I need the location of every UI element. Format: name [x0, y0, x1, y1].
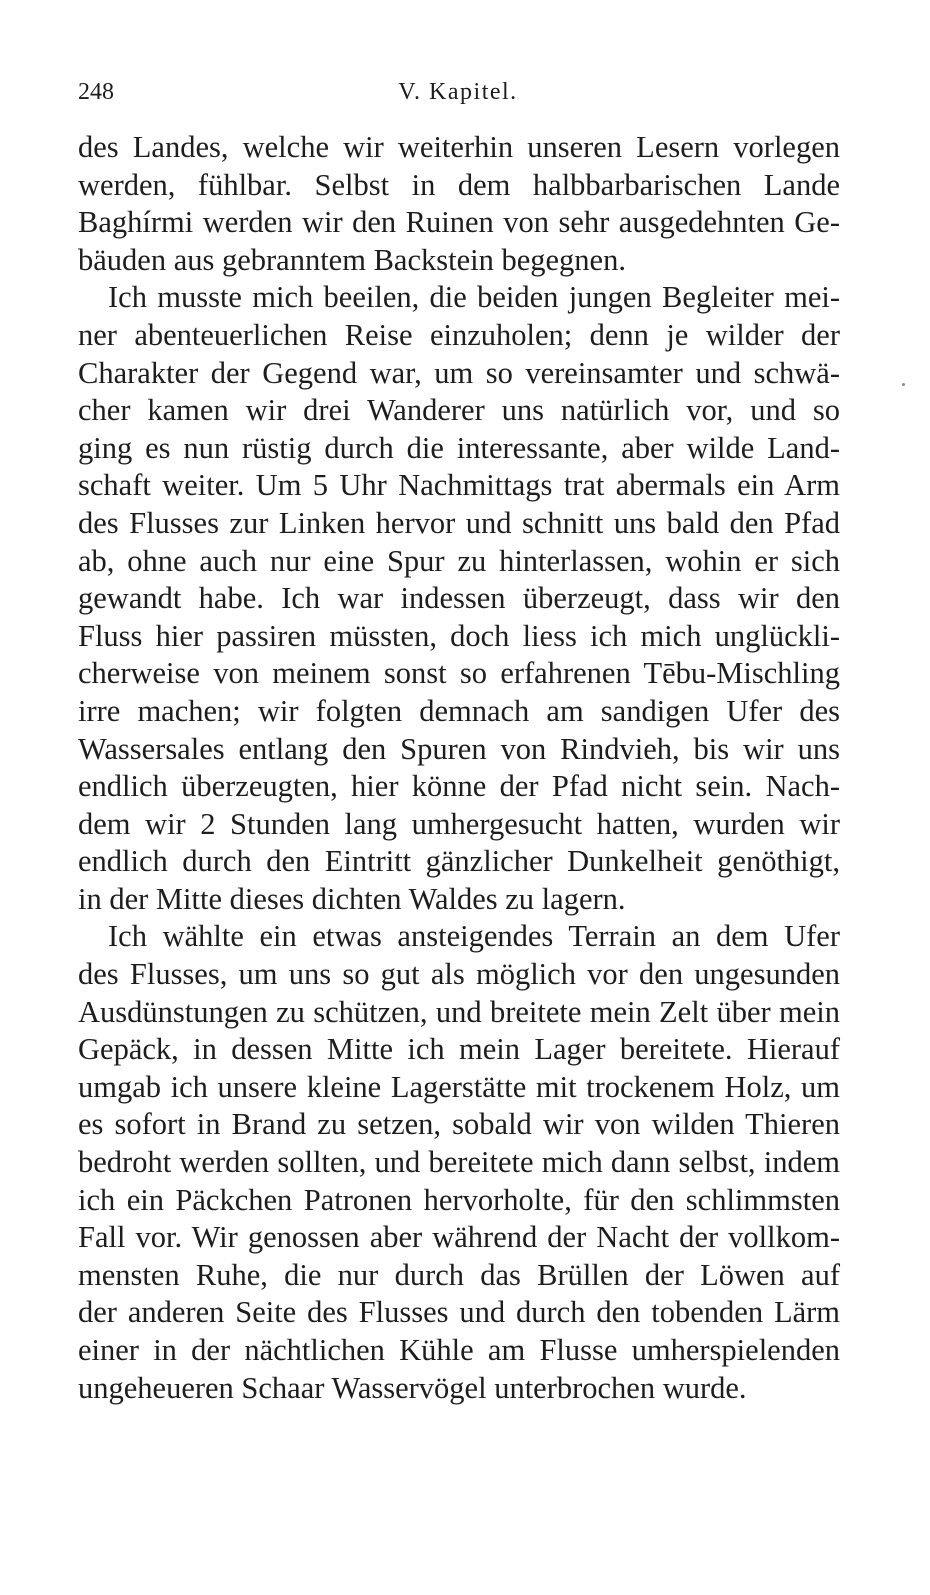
text-line: des Flusses, um uns so gut als möglich vor den ungesunden: [78, 957, 840, 992]
text-line: ich ein Päckchen Patronen hervorholte, für den schlimmsten: [78, 1182, 840, 1217]
text-line: es sofort in Brand zu setzen, sobald wir von wilden Thieren: [78, 1107, 840, 1142]
text-line: Ich musste mich beeilen, die beiden jungen Begleiter mei-: [108, 280, 840, 315]
paragraph-3: [78, 918, 840, 1407]
text-line: des Flusses zur Linken hervor und schnitt uns bald den Pfad: [78, 505, 840, 540]
text-line: Baghírmi werden wir den Ruinen von sehr ausgedehnten Ge-: [78, 205, 840, 240]
text-line: der anderen Seite des Flusses und durch den tobenden Lärm: [78, 1295, 840, 1330]
paper-speck: [902, 383, 905, 386]
text-line: ungeheueren Schaar Wasservögel unterbrochen wurde.: [78, 1370, 747, 1405]
text-line: endlich überzeugten, hier könne der Pfad nicht sein. Nach-: [78, 769, 840, 804]
text-line: werden, fühlbar. Selbst in dem halbbarbarischen Lande: [78, 167, 840, 202]
body-text: [78, 129, 840, 1407]
text-line: des Landes, welche wir weiterhin unseren Lesern vorlegen: [78, 130, 840, 164]
text-line: cher kamen wir drei Wanderer uns natürlich vor, und so: [78, 393, 840, 428]
text-line: Charakter der Gegend war, um so vereinsamter und schwä-: [78, 355, 840, 390]
paragraph-2: [78, 279, 840, 918]
text-line: irre machen; wir folgten demnach am sandigen Ufer des: [78, 693, 840, 728]
text-line: Fluss hier passiren müssten, doch liess ich mich unglückli-: [78, 618, 840, 653]
text-line: umgab ich unsere kleine Lagerstätte mit trockenem Holz, um: [78, 1069, 840, 1104]
text-line: Wassersales entlang den Spuren von Rindvieh, bis wir uns: [78, 731, 840, 766]
page-number: 248: [78, 79, 114, 105]
text-line: gewandt habe. Ich war indessen überzeugt, dass wir den: [78, 581, 840, 616]
running-head: V. Kapitel.: [398, 79, 518, 105]
text-line: Ich wählte ein etwas ansteigendes Terrain an dem Ufer: [108, 919, 840, 954]
text-line: Gepäck, in dessen Mitte ich mein Lager bereitete. Hierauf: [78, 1032, 840, 1067]
text-line: Fall vor. Wir genossen aber während der Nacht der vollkom-: [78, 1220, 840, 1255]
text-line: einer in der nächtlichen Kühle am Flusse umherspielenden: [78, 1333, 840, 1367]
text-line: cherweise von meinem sonst so erfahrenen Tēbu-Mischling: [78, 656, 840, 691]
page-header: [78, 74, 838, 110]
text-line: schaft weiter. Um 5 Uhr Nachmittags trat abermals ein Arm: [78, 468, 840, 503]
text-line: ging es nun rüstig durch die interessante, aber wilde Land-: [78, 430, 840, 465]
text-line: bäuden aus gebranntem Backstein begegnen.: [78, 242, 626, 277]
text-line: ab, ohne auch nur eine Spur zu hinterlassen, wohin er sich: [78, 543, 840, 578]
paragraph-1: [78, 129, 840, 279]
text-line: Ausdünstungen zu schützen, und breitete mein Zelt über mein: [78, 994, 840, 1029]
text-line: ner abenteuerlichen Reise einzuholen; denn je wilder der: [78, 317, 840, 352]
text-line: dem wir 2 Stunden lang umhergesucht hatten, wurden wir: [78, 806, 840, 841]
text-line: mensten Ruhe, die nur durch das Brüllen der Löwen auf: [78, 1257, 840, 1292]
text-line: endlich durch den Eintritt gänzlicher Dunkelheit genöthigt,: [78, 844, 840, 879]
text-line: in der Mitte dieses dichten Waldes zu lagern.: [78, 881, 626, 916]
text-line: bedroht werden sollten, und bereitete mich dann selbst, indem: [78, 1145, 840, 1180]
